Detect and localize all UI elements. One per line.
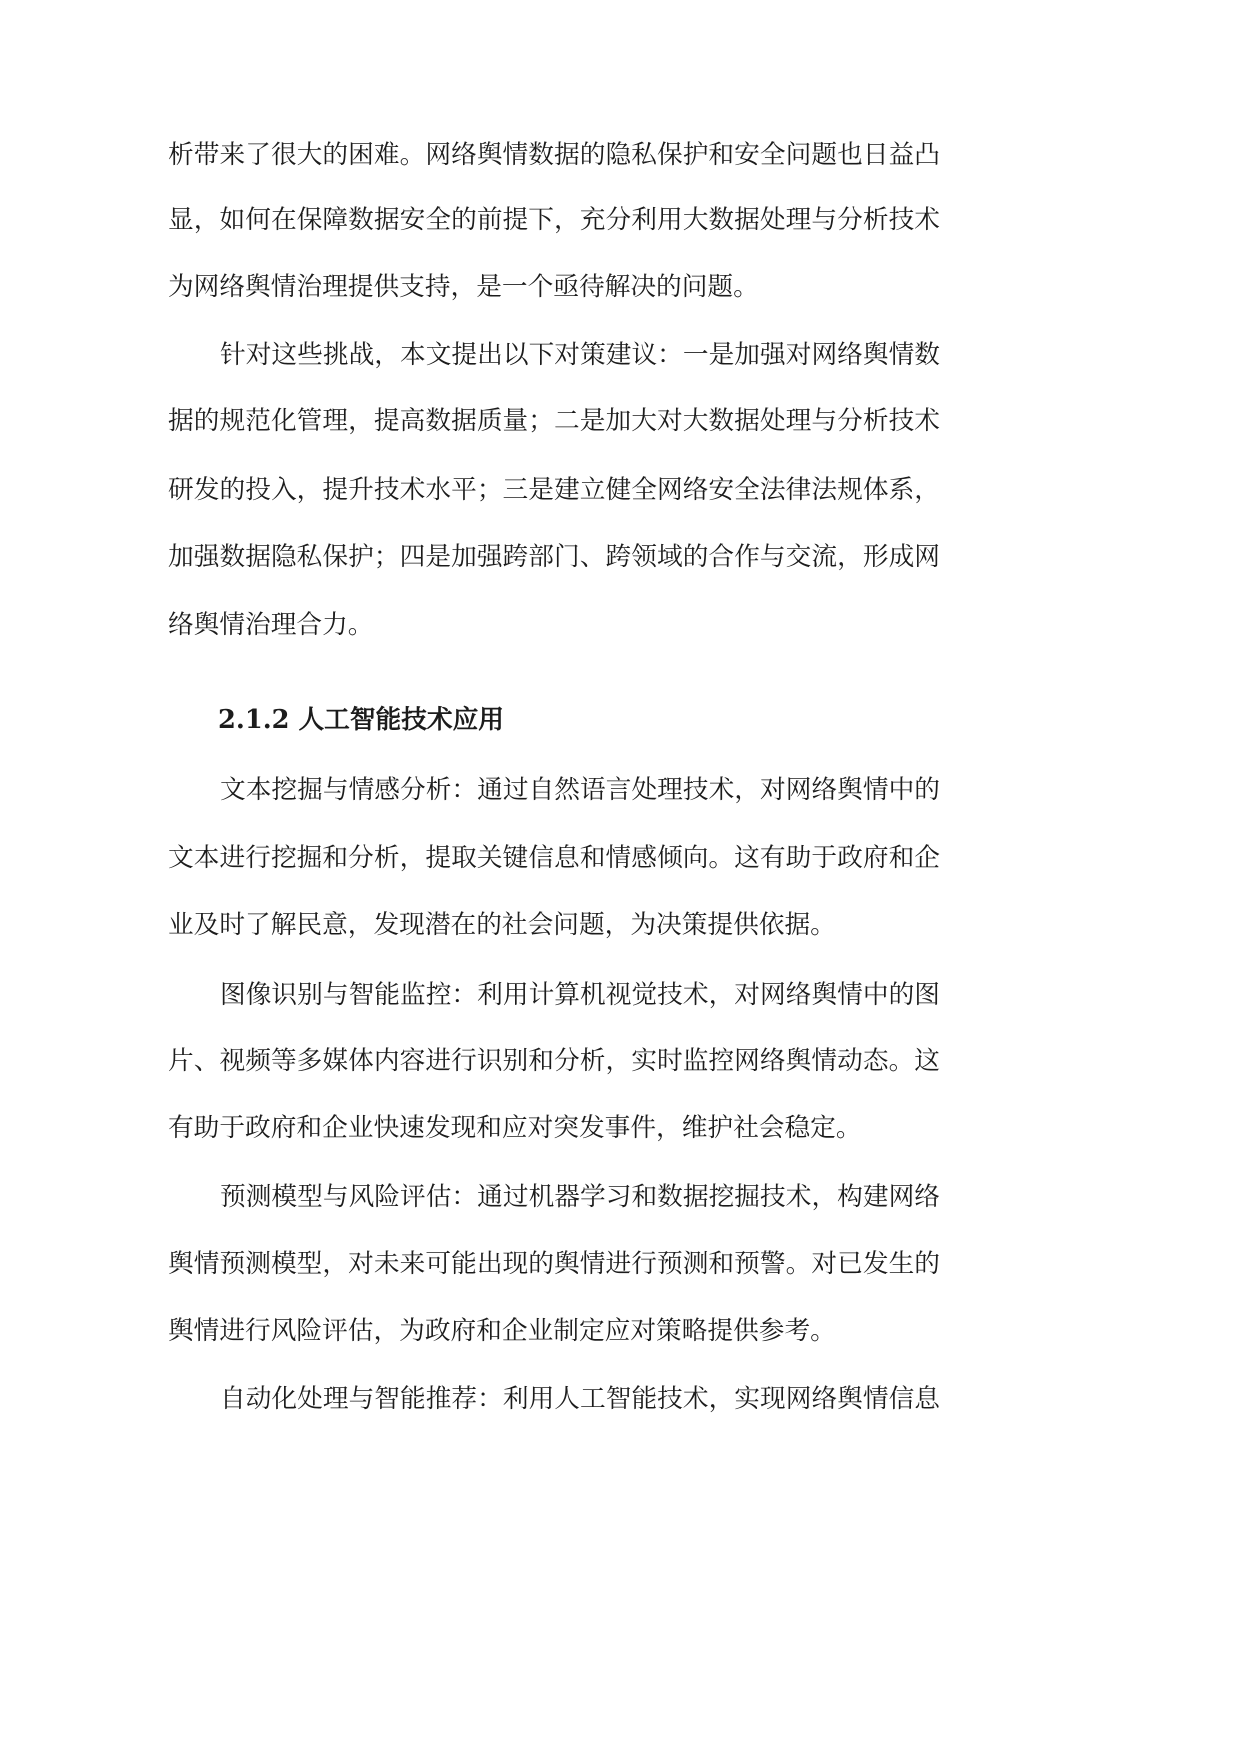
text-line: 析带来了很大的困难。网络舆情数据的隐私保护和安全问题也日益凸 xyxy=(168,140,940,170)
section-heading: 2.1.2 人工智能技术应用 xyxy=(218,705,504,735)
text-line: 显，如何在保障数据安全的前提下，充分利用大数据处理与分析技术 xyxy=(168,205,940,235)
text-line: 为网络舆情治理提供支持，是一个亟待解决的问题。 xyxy=(168,272,759,302)
text-line: 针对这些挑战，本文提出以下对策建议：一是加强对网络舆情数 xyxy=(220,340,940,370)
text-line: 文本挖掘与情感分析：通过自然语言处理技术，对网络舆情中的 xyxy=(220,775,940,805)
text-line: 文本进行挖掘和分析，提取关键信息和情感倾向。这有助于政府和企 xyxy=(168,843,940,873)
text-line: 络舆情治理合力。 xyxy=(168,610,374,640)
text-line: 有助于政府和企业快速发现和应对突发事件，维护社会稳定。 xyxy=(168,1113,862,1143)
text-line: 预测模型与风险评估：通过机器学习和数据挖掘技术，构建网络 xyxy=(220,1182,940,1212)
text-line: 据的规范化管理，提高数据质量；二是加大对大数据处理与分析技术 xyxy=(168,406,940,436)
text-line: 舆情进行风险评估，为政府和企业制定应对策略提供参考。 xyxy=(168,1316,836,1346)
text-line: 研发的投入，提升技术水平；三是建立健全网络安全法律法规体系， xyxy=(168,475,940,505)
text-line: 业及时了解民意，发现潜在的社会问题，为决策提供依据。 xyxy=(168,910,836,940)
text-line: 片、视频等多媒体内容进行识别和分析，实时监控网络舆情动态。这 xyxy=(168,1046,940,1076)
text-line: 自动化处理与智能推荐：利用人工智能技术，实现网络舆情信息 xyxy=(220,1384,940,1414)
text-line: 舆情预测模型，对未来可能出现的舆情进行预测和预警。对已发生的 xyxy=(168,1249,940,1279)
text-line: 加强数据隐私保护；四是加强跨部门、跨领域的合作与交流，形成网 xyxy=(168,542,940,572)
text-line: 图像识别与智能监控：利用计算机视觉技术，对网络舆情中的图 xyxy=(220,980,940,1010)
